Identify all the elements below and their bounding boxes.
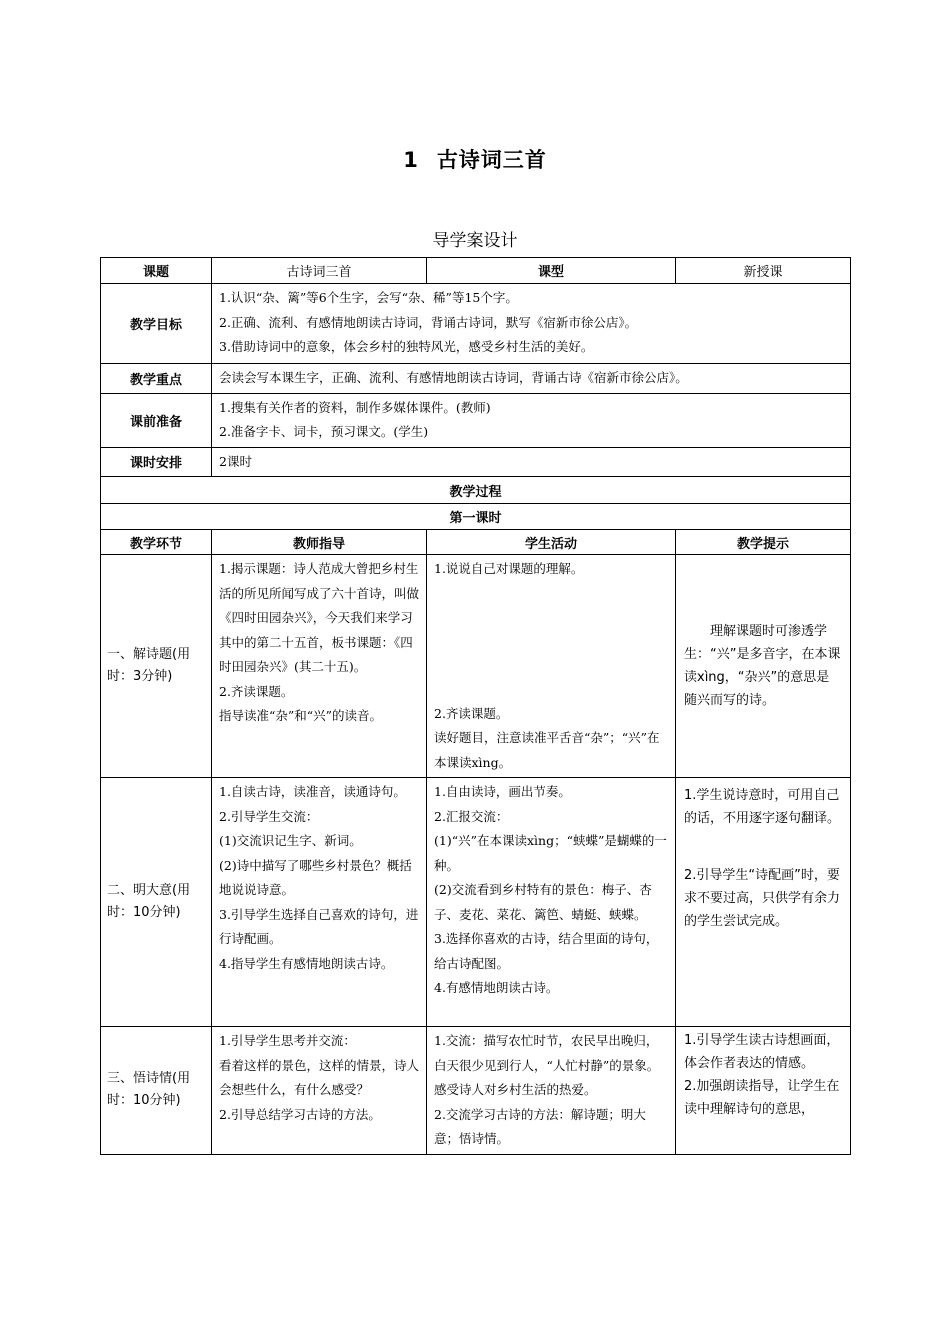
- tip-item: 2.引导学生“诗配画”时，要求不要过高，只供学有余力的学生尝试完成。: [684, 868, 841, 929]
- stage-name: 三、悟诗情(用时：10分钟): [101, 1027, 212, 1155]
- student-item: (2)交流看到乡村特有的景色：梅子、杏子、麦花、菜花、篱笆、蜻蜓、蛱蝶。: [434, 882, 652, 922]
- teacher-item: 看着这样的景色，这样的情景，诗人会想些什么，有什么感受？: [219, 1057, 420, 1097]
- prep-item: 1.搜集有关作者的资料，制作多媒体课件。(教师): [219, 399, 491, 415]
- document-title: [0, 144, 950, 174]
- student-spacer: [434, 582, 668, 702]
- topic-row: [101, 258, 851, 284]
- tip-item: 2.加强朗读指导，让学生在读中理解诗句的意思，: [684, 1079, 840, 1117]
- teacher-item: 2.引导学生交流：: [219, 808, 319, 824]
- lesson-number: 1: [403, 148, 419, 172]
- hours-row: [101, 447, 851, 477]
- student-item: 读好题目，注意读准平舌音“杂”；“兴”在本课读xìng。: [434, 730, 660, 770]
- teaching-tips: [676, 778, 851, 1027]
- type-value: 新授课: [676, 258, 851, 284]
- student-activity: [427, 555, 676, 778]
- prep-label: 课前准备: [101, 393, 212, 447]
- process-header: 教学过程: [101, 477, 851, 504]
- student-activity: [427, 1027, 676, 1155]
- teacher-item: 2.引导总结学习古诗的方法。: [219, 1106, 381, 1122]
- stage-row: [101, 778, 851, 1027]
- section-subtitle: 导学案设计: [432, 231, 518, 251]
- lesson-header: 第一课时: [101, 504, 851, 530]
- student-item: (1)“兴”在本课读xìng；“蛱蝶”是蝴蝶的一种。: [434, 833, 667, 873]
- teacher-item: 4.指导学生有感情地朗读古诗。: [219, 955, 394, 971]
- focus-value: 会读会写本课生字，正确、流利、有感情地朗读古诗词，背诵古诗《宿新市徐公店》。: [212, 364, 851, 394]
- stage-row: [101, 1027, 851, 1155]
- lesson-plan-table: [100, 257, 851, 1155]
- goal-item: 1.认识“杂、篱”等6个生字，会写“杂、稀”等15个字。: [219, 290, 518, 305]
- student-item: 1.自由读诗，画出节奏。: [434, 784, 571, 799]
- teacher-item: 1.揭示课题：诗人范成大曾把乡村生活的所见所闻写成了六十首诗，叫做《四时田园杂兴》，今天我们来学习其中的第二十五首，板书课题：《四时田园杂兴》(其二十五)。: [219, 561, 420, 674]
- prep-item: 2.准备字卡、词卡，预习课文。(学生): [219, 424, 429, 439]
- teacher-guidance: [212, 778, 427, 1027]
- teacher-guidance: [212, 1027, 427, 1155]
- student-item: 3.选择你喜欢的古诗，结合里面的诗句，给古诗配图。: [434, 931, 659, 971]
- focus-label: 教学重点: [101, 364, 212, 394]
- tip-spacer: [684, 830, 842, 864]
- student-item: 2.交流学习古诗的方法：解诗题；明大意；悟诗情。: [434, 1106, 646, 1146]
- student-item: 1.说说自己对课题的理解。: [434, 561, 584, 576]
- prep-cell: [212, 393, 851, 447]
- lesson-header-row: [101, 504, 851, 530]
- lesson-title: 古诗词三首: [436, 148, 547, 172]
- topic-value: 古诗词三首: [212, 258, 427, 284]
- teacher-item: 3.引导学生选择自己喜欢的诗句，进行诗配画。: [219, 906, 419, 946]
- hours-value: 2课时: [212, 447, 851, 477]
- goals-row: [101, 284, 851, 364]
- stage-row: [101, 555, 851, 778]
- student-activity: [427, 778, 676, 1027]
- column-header-stage: 教学环节: [101, 530, 212, 555]
- hours-label: 课时安排: [101, 447, 212, 477]
- column-header-student: 学生活动: [427, 530, 676, 555]
- process-header-row: [101, 477, 851, 504]
- teacher-item: 2.齐读课题。: [219, 683, 294, 699]
- tip-item: 理解课题时可渗透学生：“兴”是多音字，在本课读xìng，“杂兴”的意思是随兴而写的诗。: [684, 624, 841, 708]
- focus-row: [101, 364, 851, 394]
- student-item: 1.交流：描写农忙时节，农民早出晚归，白天很少见到行人，“人忙村静”的景象。感受诗人对乡村生活的热爱。: [434, 1033, 660, 1097]
- goal-item: 3.借助诗词中的意象，体会乡村的独特风光，感受乡村生活的美好。: [219, 339, 594, 354]
- teacher-guidance: [212, 555, 427, 778]
- teaching-tips: [676, 1027, 851, 1155]
- column-header-teacher: 教师指导: [212, 530, 427, 555]
- teacher-item: 1.自读古诗，读准音，读通诗句。: [219, 784, 406, 799]
- goals-cell: [212, 284, 851, 364]
- topic-label: 课题: [101, 258, 212, 284]
- stage-name: 二、明大意(用时：10分钟): [101, 778, 212, 1027]
- stage-name: 一、解诗题(用时：3分钟): [101, 555, 212, 778]
- column-header-tips: 教学提示: [676, 530, 851, 555]
- teaching-tips: [676, 555, 851, 778]
- teacher-item: 1.引导学生思考并交流：: [219, 1033, 356, 1048]
- goal-item: 2.正确、流利、有感情地朗读古诗词，背诵古诗词，默写《宿新市徐公店》。: [219, 314, 638, 330]
- teacher-item: 指导读准“杂”和“兴”的读音。: [219, 708, 383, 723]
- goals-label: 教学目标: [101, 284, 212, 364]
- teacher-item: (1)交流识记生字、新词。: [219, 833, 362, 848]
- student-item: 2.汇报交流：: [434, 808, 509, 824]
- tip-item: 1.引导学生读古诗想画面，体会作者表达的情感。: [684, 1033, 840, 1071]
- prep-row: [101, 393, 851, 447]
- teacher-item: (2)诗中描写了哪些乡村景色？概括地说说诗意。: [219, 857, 412, 897]
- column-header-row: [101, 530, 851, 555]
- type-label: 课型: [427, 258, 676, 284]
- tip-item: 1.学生说诗意时，可用自己的话，不用逐字逐句翻译。: [684, 788, 841, 826]
- student-item: 2.齐读课题。: [434, 705, 509, 721]
- student-item: 4.有感情地朗读古诗。: [434, 980, 559, 995]
